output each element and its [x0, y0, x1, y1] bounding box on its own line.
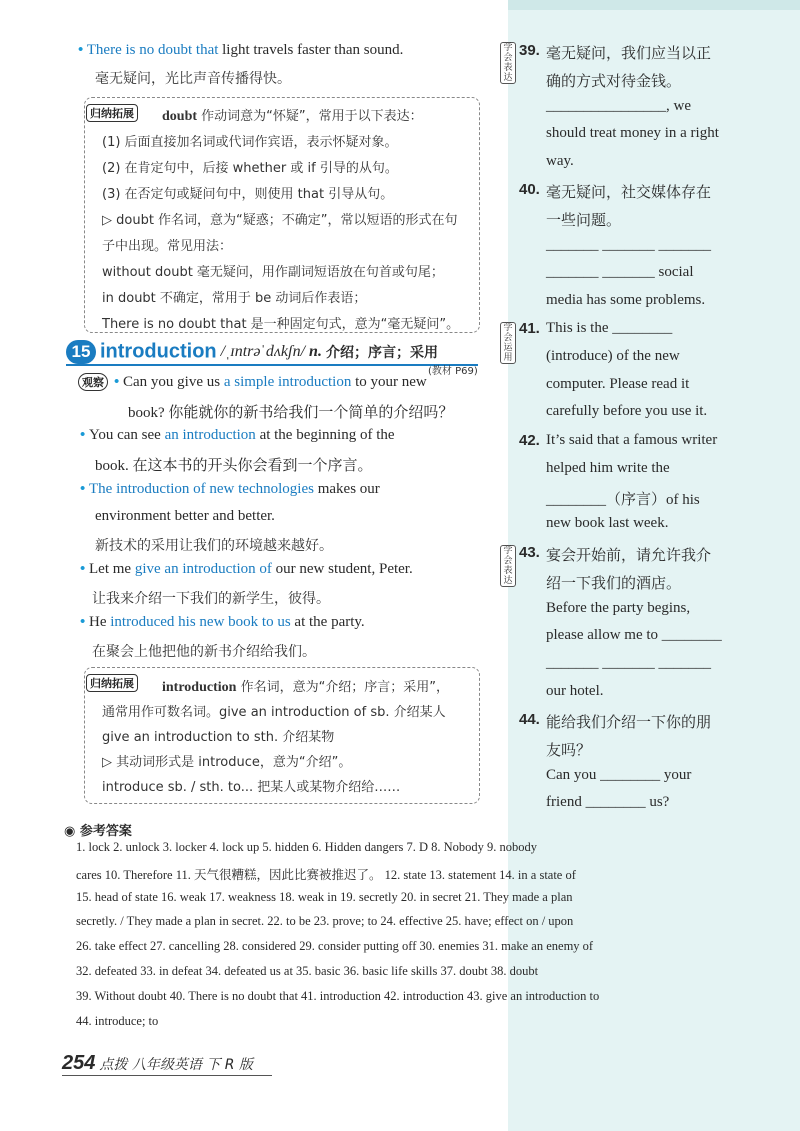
question-line: 一些问题。	[546, 210, 622, 229]
express-tag: 学会表达	[500, 42, 516, 84]
example-text: Can you give us	[123, 374, 224, 390]
note-tag: 归纳拓展	[86, 674, 138, 692]
meaning: 介绍；序言；采用	[325, 345, 438, 361]
note-text: in doubt 不确定，常用于 be 动词后作表语；	[102, 291, 367, 306]
question-number: 42.	[519, 432, 540, 449]
answer-line: 1. lock 2. unlock 3. locker 4. lock up 5. hidden 6. Hidden dangers 7. D 8. Nobody 9. nobody	[76, 840, 538, 854]
example-sentence	[114, 374, 427, 391]
note-line	[162, 105, 423, 125]
question-line: 绍一下我们的酒店。	[546, 573, 682, 592]
answer-line: 26. take effect 27. cancelling 28. considered 29. consider putting off 30. enemies 31. make an enemy of	[76, 939, 594, 954]
bullet-icon: •	[80, 481, 90, 497]
example-sentence	[80, 427, 395, 444]
example-text: makes our	[313, 481, 380, 497]
question-line: _______ _______ social	[546, 264, 694, 281]
answer-line: 32. defeated 33. in defeat 34. defeated us at 35. basic 36. basic life skills 37. doubt 38. doubt	[76, 964, 539, 978]
note-text: (3) 在否定句或疑问句中，则使用 that 引导从句。	[102, 187, 394, 202]
note-tag: 归纳拓展	[86, 104, 138, 122]
note-line	[102, 726, 334, 745]
example-continuation: environment better and better.	[95, 508, 275, 524]
question-line: helped him write the	[546, 459, 670, 476]
note-keyword: introduction	[162, 680, 237, 695]
note-text: ▷ 其动词形式是 introduce，意为“介绍”。	[102, 755, 352, 770]
note-text: There is no doubt that 是一种固定句式，意为“毫无疑问”。	[102, 317, 460, 332]
note-line	[102, 701, 446, 720]
example-highlight: give an introduction of	[134, 561, 272, 577]
use-tag: 学会运用	[500, 322, 516, 364]
example-text: at the beginning of the	[255, 427, 395, 443]
example-text: at the party.	[290, 614, 365, 630]
question-line: friend ________ us?	[546, 794, 670, 811]
example-sentence	[80, 481, 380, 498]
answer-line: 44. introduce; to	[76, 1013, 159, 1028]
question-line: 能给我们介绍一下你的朋	[546, 713, 712, 731]
bullet-icon: •	[80, 561, 90, 577]
question-number: 41.	[519, 320, 540, 337]
note-line	[102, 313, 459, 332]
example-highlight: a simple introduction	[223, 374, 352, 390]
phonetic: /ˌɪntrəˈdʌkʃn/	[220, 343, 306, 360]
bullet-icon: •	[80, 427, 90, 443]
question-number: 44.	[519, 711, 540, 728]
question-line: 友吗？	[546, 740, 592, 759]
question-line: our hotel.	[546, 683, 604, 699]
question-line: Can you ________ your	[546, 766, 692, 783]
headword-rule	[66, 364, 478, 366]
answer-line: 39. Without doubt 40. There is no doubt that 41. introduction 42. introduction 43. give an introduction to	[76, 988, 600, 1003]
example-text: Let me	[89, 561, 135, 577]
question-line: 确的方式对待金钱。	[546, 71, 682, 90]
page-footer	[62, 1052, 272, 1076]
question-line: _______ _______ _______	[546, 655, 711, 672]
example-text: to your new	[351, 374, 427, 390]
question-number: 40.	[519, 181, 540, 198]
example-highlight: an introduction	[164, 427, 256, 443]
observe-tag: 观察	[78, 373, 108, 391]
note-text: ▷ doubt 作名词，意为“疑惑；不确定”，常以短语的形式在句	[102, 213, 458, 228]
question-number: 43.	[519, 544, 540, 561]
question-line: computer. Please read it	[546, 375, 690, 392]
headword-entry	[66, 340, 438, 364]
question-line: way.	[546, 153, 574, 170]
note-text: 子中出现。常见用法：	[102, 239, 233, 254]
note-line	[102, 183, 393, 202]
question-line: ________（序言）of his	[546, 491, 700, 508]
note-line	[102, 131, 398, 150]
question-line: new book last week.	[546, 515, 669, 532]
example-highlight: introduced his new book to us	[110, 614, 291, 630]
note-keyword: doubt	[162, 109, 198, 124]
question-line: Before the party begins,	[546, 599, 691, 616]
book-title: 点拨 八年级英语 下 R 版	[99, 1057, 253, 1073]
part-of-speech: n.	[309, 343, 322, 360]
page-number: 254	[62, 1052, 96, 1074]
headword: introduction	[100, 340, 217, 363]
note-text: without doubt 毫无疑问，用作副词短语放在句首或句尾；	[102, 265, 444, 280]
example-translation: 新技术的采用让我们的环境越来越好。	[95, 538, 333, 554]
question-line: ________________, we	[546, 97, 691, 114]
note-line	[102, 261, 444, 280]
note-line	[102, 235, 232, 254]
note-text: give an introduction to sth. 介绍某物	[102, 730, 335, 745]
answer-line: cares 10. Therefore 11. 天气很糟糕，因此比赛被推迟了。 12. state 13. statement 14. in a state of	[76, 867, 576, 882]
question-line: should treat money in a right	[546, 125, 719, 142]
question-line: 宴会开始前，请允许我介	[546, 546, 712, 564]
answer-line: secretly. / They made a plan in secret. 22. to be 23. prove; to 24. effective 25. have; effect on / upon	[76, 914, 574, 929]
note-line	[162, 676, 449, 696]
example-translation: 让我来介绍一下我们的新学生，彼得。	[92, 591, 330, 607]
answer-line: 15. head of state 16. weak 17. weakness 18. weak in 19. secretly 20. in secret 21. They made a plan	[76, 889, 573, 904]
entry-number: 15	[66, 340, 96, 364]
example-highlight: The introduction of new technologies	[89, 481, 314, 497]
example-sentence	[80, 561, 413, 578]
note-text: 通常用作可数名词。give an introduction of sb. 介绍某人	[102, 705, 446, 720]
bullet-icon: •	[80, 614, 90, 630]
note-line	[102, 776, 400, 795]
example-doubt-translation: 毫无疑问，光比声音传播得快。	[95, 71, 291, 87]
example-doubt: • There is no doubt that light travels faster than sound.	[78, 42, 404, 58]
note-text: (2) 在肯定句中，后接 whether 或 if 引导的从句。	[102, 161, 398, 176]
express-tag: 学会表达	[500, 545, 516, 587]
example-continuation: book? 你能就你的新书给我们一个简单的介绍吗？	[128, 405, 454, 421]
note-text: (1) 后面直接加名词或代词作宾语，表示怀疑对象。	[102, 135, 398, 150]
example-text: He	[89, 614, 111, 630]
answers-title: ◉ 参考答案	[64, 824, 132, 839]
question-line: please allow me to ________	[546, 627, 722, 644]
note-text: 作动词意为“怀疑”，常用于以下表达：	[197, 109, 423, 124]
example-text: our new student, Peter.	[271, 561, 413, 577]
example-translation: 在聚会上他把他的新书介绍给我们。	[92, 644, 316, 660]
example-sentence	[80, 614, 365, 631]
note-text: introduce sb. / sth. to... 把某人或某物介绍给……	[102, 780, 401, 795]
note-text: 作名词，意为“介绍；序言；采用”，	[236, 680, 450, 695]
question-line: _______ _______ _______	[546, 236, 711, 253]
note-line	[102, 209, 458, 228]
question-line: 毫无疑问，我们应当以正	[546, 44, 712, 62]
question-line: It’s said that a famous writer	[546, 432, 718, 448]
question-line: (introduce) of the new	[546, 347, 680, 364]
example-continuation: book. 在这本书的开头你会看到一个序言。	[95, 458, 373, 474]
question-line: This is the ________	[546, 320, 673, 336]
question-line: media has some problems.	[546, 292, 706, 309]
note-line	[102, 287, 366, 306]
question-line: 毫无疑问，社交媒体存在	[546, 183, 712, 201]
textbook-source: (教材 P69)	[428, 366, 478, 377]
note-line	[102, 157, 398, 176]
note-line	[102, 751, 351, 770]
question-line: carefully before you use it.	[546, 403, 708, 420]
example-text: You can see	[89, 427, 165, 443]
bullet-icon: •	[114, 374, 124, 390]
question-number: 39.	[519, 42, 540, 59]
